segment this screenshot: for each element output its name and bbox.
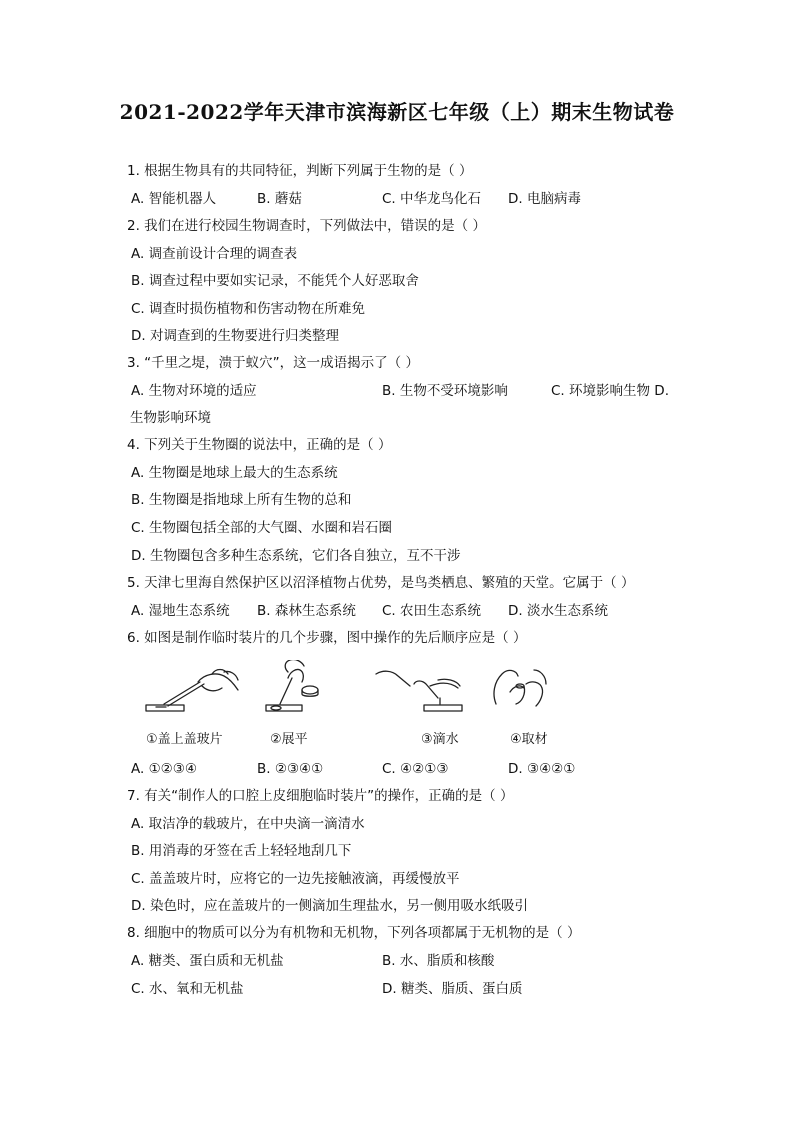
q1-option-c: C. 中华龙鸟化石 xyxy=(382,191,482,207)
figure-label-flatten: ②展平 xyxy=(270,732,308,747)
q5-option-b: B. 森林生态系统 xyxy=(257,603,356,619)
q3-option-a: A. 生物对环境的适应 xyxy=(131,383,257,399)
q6-option-b: B. ②③④① xyxy=(257,761,324,777)
q7-option-d: D. 染色时，应在盖玻片的一侧滴加生理盐水，另一侧用吸水纸吸引 xyxy=(131,898,528,914)
question-7-stem: 7. 有关“制作人的口腔上皮细胞临时装片”的操作，正确的是（ ） xyxy=(127,788,514,804)
q1-option-a: A. 智能机器人 xyxy=(131,191,217,207)
q8-option-d: D. 糖类、脂质、蛋白质 xyxy=(382,981,523,997)
page-title: 2021-2022学年天津市滨海新区七年级（上）期末生物试卷 xyxy=(119,100,675,124)
question-3-stem: 3. “千里之堤，溃于蚁穴”，这一成语揭示了（ ） xyxy=(127,355,419,371)
question-6-stem: 6. 如图是制作临时装片的几个步骤，图中操作的先后顺序应是（ ） xyxy=(127,630,527,646)
q5-option-c: C. 农田生态系统 xyxy=(382,603,482,619)
q3-option-c: C. 环境影响生物 D. xyxy=(551,383,669,399)
question-1-stem: 1. 根据生物具有的共同特征，判断下列属于生物的是（ ） xyxy=(127,163,473,179)
question-5-stem: 5. 天津七里海自然保护区以沼泽植物占优势，是鸟类栖息、繁殖的天堂。它属于（ ） xyxy=(127,575,635,591)
q7-option-c: C. 盖盖玻片时，应将它的一边先接触液滴，再缓慢放平 xyxy=(131,871,460,887)
sampling-illustration xyxy=(494,670,546,706)
question-8-stem: 8. 细胞中的物质可以分为有机物和无机物，下列各项都属于无机物的是（ ） xyxy=(127,925,581,941)
question-4-stem: 4. 下列关于生物圈的说法中，正确的是（ ） xyxy=(127,437,392,453)
figure-label-sampling: ④取材 xyxy=(510,732,548,747)
q4-option-a: A. 生物圈是地球上最大的生态系统 xyxy=(131,465,338,481)
q8-option-a: A. 糖类、蛋白质和无机盐 xyxy=(131,953,284,969)
q5-option-a: A. 湿地生态系统 xyxy=(131,603,230,619)
q4-option-b: B. 生物圈是指地球上所有生物的总和 xyxy=(131,492,352,508)
q6-option-d: D. ③④②① xyxy=(508,761,576,777)
q2-option-b: B. 调查过程中要如实记录，不能凭个人好恶取舍 xyxy=(131,273,419,289)
question-2-stem: 2. 我们在进行校园生物调查时，下列做法中，错误的是（ ） xyxy=(127,218,486,234)
q7-option-b: B. 用消毒的牙签在舌上轻轻地刮几下 xyxy=(131,843,352,859)
q8-option-c: C. 水、氧和无机盐 xyxy=(131,981,244,997)
figure-label-cover-slip: ①盖上盖玻片 xyxy=(146,732,223,747)
q8-option-b: B. 水、脂质和核酸 xyxy=(382,953,495,969)
flatten-illustration xyxy=(266,660,318,711)
q1-option-b: B. 蘑菇 xyxy=(257,191,302,207)
q1-option-d: D. 电脑病毒 xyxy=(508,191,581,207)
q2-option-c: C. 调查时损伤植物和伤害动物在所难免 xyxy=(131,301,366,317)
q3-option-b: B. 生物不受环境影响 xyxy=(382,383,508,399)
drop-water-illustration xyxy=(376,671,462,711)
q2-option-a: A. 调查前设计合理的调查表 xyxy=(131,246,298,262)
q5-option-d: D. 淡水生态系统 xyxy=(508,603,608,619)
figure-label-drop-water: ③滴水 xyxy=(421,732,459,747)
q4-option-d: D. 生物圈包含多种生态系统，它们各自独立，互不干涉 xyxy=(131,548,461,564)
q4-option-c: C. 生物圈包括全部的大气圈、水圈和岩石圈 xyxy=(131,520,393,536)
q7-option-a: A. 取洁净的载玻片，在中央滴一滴清水 xyxy=(131,816,365,832)
q2-option-d: D. 对调查到的生物要进行归类整理 xyxy=(131,328,339,344)
q3-option-d-text: 生物影响环境 xyxy=(130,410,211,426)
q6-option-a: A. ①②③④ xyxy=(131,761,197,777)
q6-option-c: C. ④②①③ xyxy=(382,761,449,777)
cover-slip-illustration xyxy=(146,670,238,712)
